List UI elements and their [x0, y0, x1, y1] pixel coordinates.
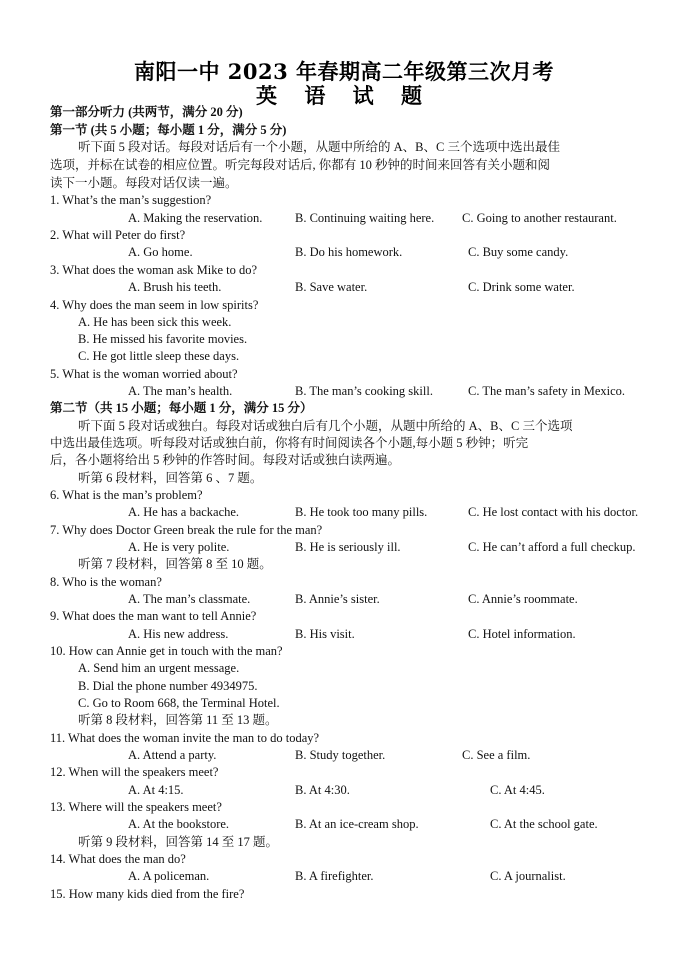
material-7-note: 听第 7 段材料，回答第 8 至 10 题。 — [78, 557, 272, 571]
option-b: B. Continuing waiting here. — [295, 211, 435, 225]
option-b: B. At 4:30. — [295, 783, 350, 797]
question-3: 3. What does the woman ask Mike to do? — [50, 263, 258, 277]
option-a: A. The man’s classmate. — [128, 592, 251, 606]
question-4: 4. Why does the man seem in low spirits? — [50, 298, 259, 312]
option-a: A. The man’s health. — [128, 384, 233, 398]
option-c: C. He got little sleep these days. — [78, 349, 240, 363]
exam-title: 南阳一中 2023 年春期高二年级第三次月考 — [133, 59, 555, 84]
section1-instruction: 读下一小题。每段对话仅读一遍。 — [50, 176, 238, 190]
option-c: C. Going to another restaurant. — [462, 211, 617, 225]
option-b: B. He took too many pills. — [295, 505, 428, 519]
option-b: B. Save water. — [295, 280, 368, 294]
question-1: 1. What’s the man’s suggestion? — [50, 193, 212, 207]
question-15: 15. How many kids died from the fire? — [50, 887, 245, 901]
option-a: A. He is very polite. — [128, 540, 230, 554]
question-13: 13. Where will the speakers meet? — [50, 800, 222, 814]
question-12: 12. When will the speakers meet? — [50, 765, 219, 779]
section2-instruction: 中选出最佳选项。听每段对话或独白前，你将有时间阅读各个小题,每小题 5 秒钟；听完 — [50, 436, 529, 450]
option-c: C. A journalist. — [490, 869, 566, 883]
question-2: 2. What will Peter do first? — [50, 228, 186, 242]
option-c: C. At 4:45. — [490, 783, 545, 797]
option-a: A. Brush his teeth. — [128, 280, 222, 294]
option-c: C. Drink some water. — [468, 280, 575, 294]
option-b: B. Dial the phone number 4934975. — [78, 679, 258, 693]
option-c: C. The man’s safety in Mexico. — [468, 384, 626, 398]
section2-heading: 第二节（共 15 小题；每小题 1 分，满分 15 分） — [50, 401, 313, 415]
material-6-note: 听第 6 段材料，回答第 6 、7 题。 — [78, 471, 263, 485]
option-b: B. He is seriously ill. — [295, 540, 401, 554]
option-b: B. The man’s cooking skill. — [295, 384, 433, 398]
option-a: A. Send him an urgent message. — [78, 661, 240, 675]
option-c: C. Go to Room 668, the Terminal Hotel. — [78, 696, 280, 710]
question-6: 6. What is the man’s problem? — [50, 488, 203, 502]
question-7: 7. Why does Doctor Green break the rule for the man? — [50, 523, 323, 537]
option-c: C. Annie’s roommate. — [468, 592, 578, 606]
option-a: A. At the bookstore. — [128, 817, 230, 831]
section1-instruction: 听下面 5 段对话。每段对话后有一个小题，从题中所给的 A、B、C 三个选项中选出最佳 — [78, 140, 560, 154]
option-c: C. At the school gate. — [490, 817, 598, 831]
option-c: C. See a film. — [462, 748, 531, 762]
exam-subtitle: 英 语 试 题 — [256, 83, 432, 108]
question-9: 9. What does the man want to tell Annie? — [50, 609, 257, 623]
material-8-note: 听第 8 段材料，回答第 11 至 13 题。 — [78, 713, 278, 727]
question-10: 10. How can Annie get in touch with the man? — [50, 644, 283, 658]
option-b: B. At an ice-cream shop. — [295, 817, 419, 831]
section1-instruction: 选项，并标在试卷的相应位置。听完每段对话后, 你都有 10 秒钟的时间来回答有关小题和阅 — [50, 158, 551, 172]
option-b: B. Do his homework. — [295, 245, 403, 259]
option-a: A. He has a backache. — [128, 505, 240, 519]
option-b: B. He missed his favorite movies. — [78, 332, 248, 346]
part1-heading: 第一部分听力 (共两节，满分 20 分) — [50, 105, 243, 119]
option-a: A. He has been sick this week. — [78, 315, 232, 329]
question-8: 8. Who is the woman? — [50, 575, 162, 589]
question-11: 11. What does the woman invite the man to do today? — [50, 731, 320, 745]
option-a: A. Go home. — [128, 245, 193, 259]
option-c: C. Buy some candy. — [468, 245, 569, 259]
section2-instruction: 后，各小题将给出 5 秒钟的作答时间。每段对话或独白读两遍。 — [50, 453, 401, 467]
option-b: B. Annie’s sister. — [295, 592, 380, 606]
section1-heading: 第一节 (共 5 小题；每小题 1 分，满分 5 分) — [50, 123, 287, 137]
option-a: A. His new address. — [128, 627, 229, 641]
option-a: A. At 4:15. — [128, 783, 184, 797]
section2-instruction: 听下面 5 段对话或独白。每段对话或独白后有几个小题，从题中所给的 A、B、C 三个选项 — [78, 419, 573, 433]
material-9-note: 听第 9 段材料，回答第 14 至 17 题。 — [78, 835, 279, 849]
option-b: B. A firefighter. — [295, 869, 374, 883]
option-a: A. Making the reservation. — [128, 211, 263, 225]
option-a: A. A policeman. — [128, 869, 210, 883]
option-b: B. Study together. — [295, 748, 386, 762]
question-14: 14. What does the man do? — [50, 852, 186, 866]
option-c: C. He can’t afford a full checkup. — [468, 540, 636, 554]
option-c: C. Hotel information. — [468, 627, 576, 641]
question-5: 5. What is the woman worried about? — [50, 367, 238, 381]
option-a: A. Attend a party. — [128, 748, 217, 762]
option-c: C. He lost contact with his doctor. — [468, 505, 639, 519]
option-b: B. His visit. — [295, 627, 355, 641]
